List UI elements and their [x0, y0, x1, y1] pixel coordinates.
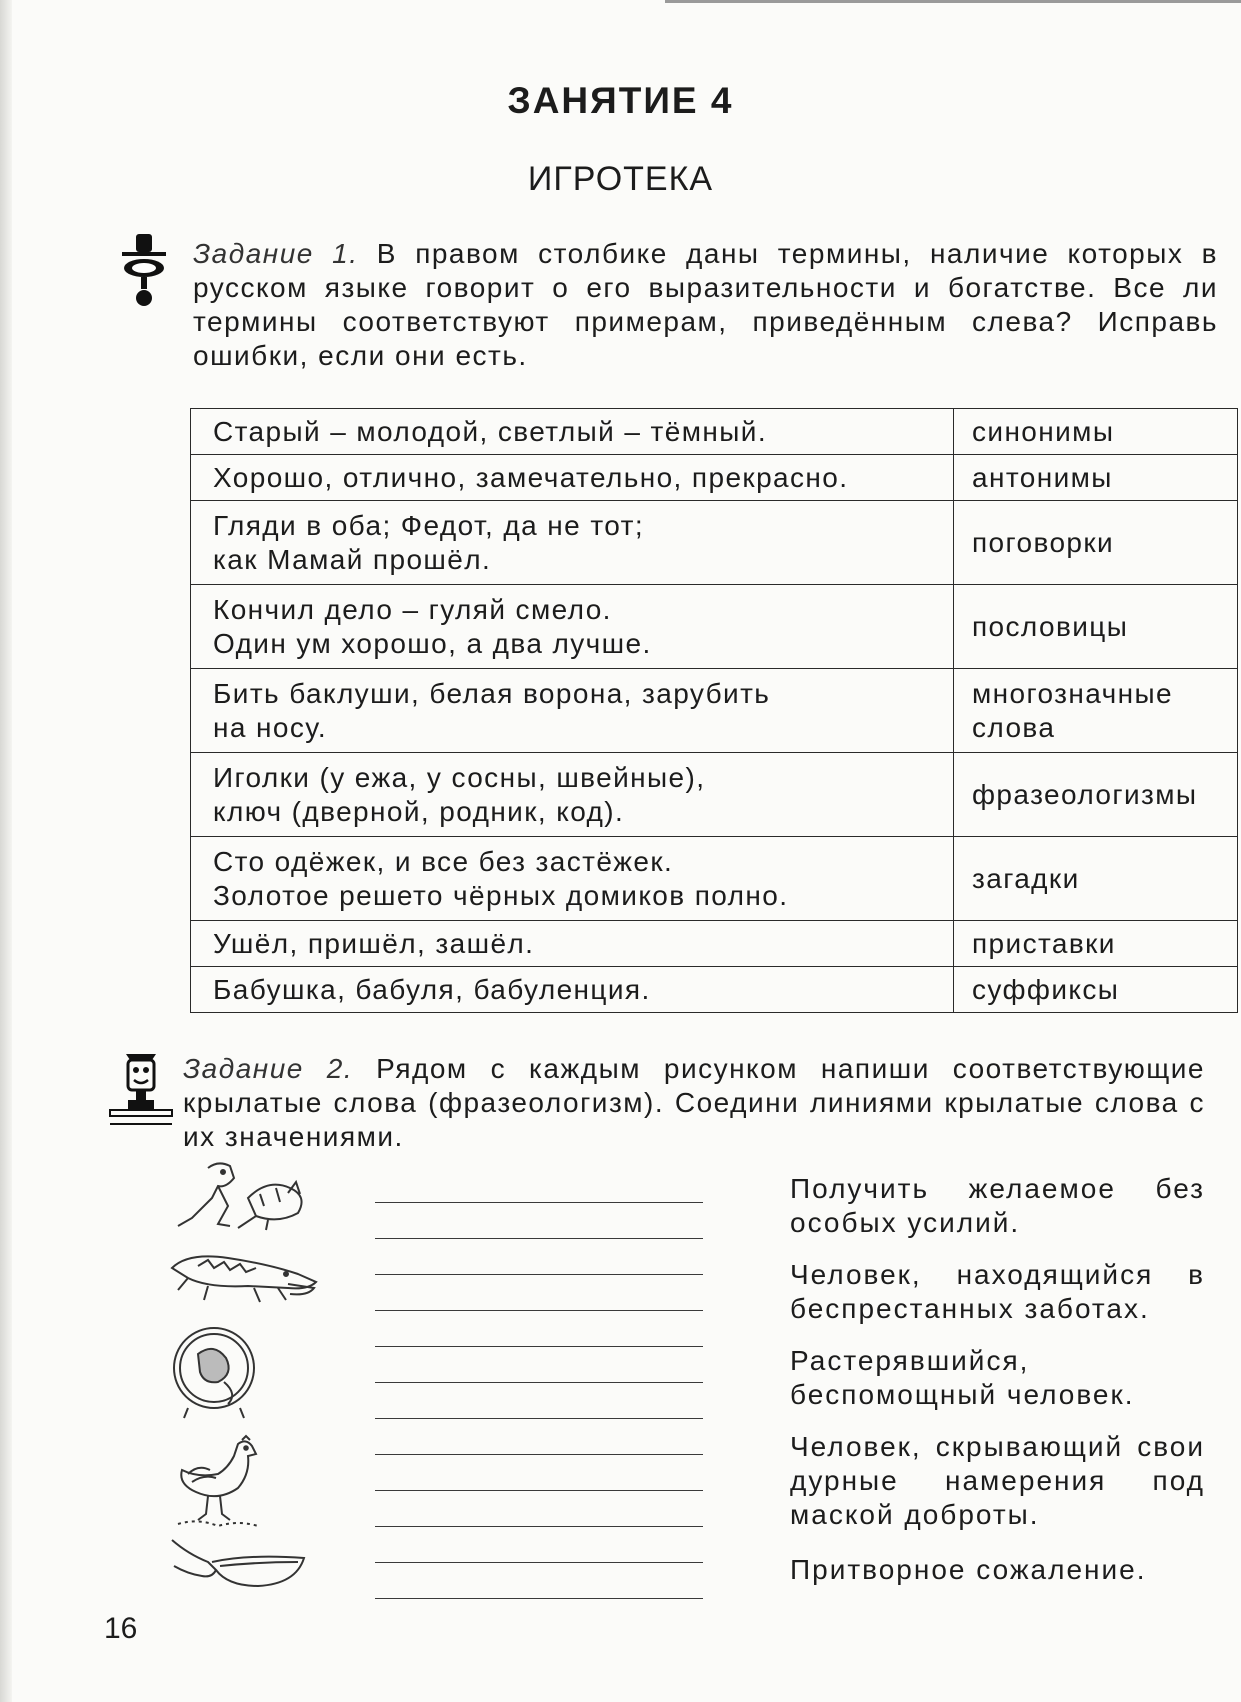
top-rule: [665, 0, 1241, 3]
task2-text: [183, 1052, 1205, 1154]
example-line: на носу.: [213, 711, 328, 743]
hand-bowl-icon: [168, 1536, 308, 1594]
example-line: ключ (дверной, родник, код).: [213, 795, 625, 827]
meaning-item: Человек, находящийся в беспрестанных заботах.: [790, 1259, 1205, 1324]
table-row: [191, 585, 1238, 669]
term-cell: пословицы: [954, 585, 1238, 669]
answer-line[interactable]: [375, 1238, 703, 1239]
term-cell: суффиксы: [954, 967, 1238, 1013]
example-cell: [191, 409, 954, 455]
task1-body: В правом столбике даны термины, наличие которых в русском языке говорит о его выразительности и богатстве. Все ли термины соответствуют примерам, приведённым слева? Исправь ошибки, если они есть.: [193, 238, 1218, 371]
task1-text: [193, 237, 1218, 373]
task1-label: Задание 1.: [193, 238, 359, 269]
meaning-item: Человек, скрывающий свои дурные намерения под маской доброты.: [790, 1431, 1205, 1530]
table-row: [191, 409, 1238, 455]
table-row: [191, 455, 1238, 501]
page-number: 16: [104, 1612, 138, 1645]
example-line: Сто одёжек, и все без застёжек.: [213, 845, 674, 877]
table-row: [191, 967, 1238, 1013]
example-cell: [191, 837, 954, 921]
example-cell: [191, 669, 954, 753]
answer-line[interactable]: [375, 1274, 703, 1275]
example-line: Бить баклуши, белая ворона, зарубить: [213, 677, 771, 709]
answer-line[interactable]: [375, 1310, 703, 1311]
table-row: [191, 837, 1238, 921]
answer-line[interactable]: [375, 1598, 703, 1599]
term-cell: загадки: [954, 837, 1238, 921]
dog-cat-icon: [168, 1158, 313, 1233]
example-cell: [191, 455, 954, 501]
example-cell: [191, 967, 954, 1013]
answer-line[interactable]: [375, 1454, 703, 1455]
answer-line[interactable]: [375, 1346, 703, 1347]
example-line: Хорошо, отлично, замечательно, прекрасно.: [213, 461, 849, 493]
term-cell: поговорки: [954, 501, 1238, 585]
term-cell: приставки: [954, 921, 1238, 967]
table-row: [191, 669, 1238, 753]
task2-body: Рядом с каждым рисунком напиши соответствующие крылатые слова (фразеологизм). Соедини линиями крылатые слова с их значениями.: [183, 1053, 1205, 1152]
lesson-title: ЗАНЯТИЕ 4: [507, 80, 734, 121]
term-cell: синонимы: [954, 409, 1238, 455]
chicken-icon: [168, 1434, 278, 1534]
example-line: Гляди в оба; Федот, да не тот;: [213, 509, 644, 541]
example-line: Иголки (у ежа, у сосны, швейные),: [213, 761, 706, 793]
page-edge-shadow: [0, 0, 12, 1702]
example-cell: [191, 753, 954, 837]
answer-line[interactable]: [375, 1418, 703, 1419]
squirrel-wheel-icon: [168, 1324, 260, 1419]
meaning-item: Получить желаемое без особых усилий.: [790, 1173, 1205, 1238]
term-cell: антонимы: [954, 455, 1238, 501]
task2-label: Задание 2.: [183, 1053, 354, 1084]
traffic-light-icon: [118, 232, 170, 310]
example-line: Один ум хорошо, а два лучше.: [213, 627, 652, 659]
terms-table: [190, 408, 1238, 1013]
section-title: ИГРОТЕКА: [527, 160, 714, 198]
example-line: Бабушка, бабуля, бабуленция.: [213, 973, 651, 1005]
answer-line[interactable]: [375, 1526, 703, 1527]
example-line: Золотое решето чёрных домиков полно.: [213, 879, 789, 911]
term-cell: многозначные слова: [954, 669, 1238, 753]
pedestal-figure-icon: [108, 1048, 174, 1134]
example-line: Кончил дело – гуляй смело.: [213, 593, 612, 625]
example-line: как Мамай прошёл.: [213, 543, 492, 575]
answer-line[interactable]: [375, 1382, 703, 1383]
table-row: [191, 753, 1238, 837]
table-row: [191, 501, 1238, 585]
example-cell: [191, 921, 954, 967]
answer-line[interactable]: [375, 1490, 703, 1491]
example-cell: [191, 501, 954, 585]
meaning-item: Притворное сожаление.: [790, 1554, 1147, 1585]
example-line: Ушёл, пришёл, зашёл.: [213, 927, 535, 959]
example-line: Старый – молодой, светлый – тёмный.: [213, 415, 767, 447]
crocodile-icon: [168, 1244, 318, 1316]
meaning-item: Растерявшийся, беспомощный человек.: [790, 1345, 1135, 1410]
example-cell: [191, 585, 954, 669]
term-cell: фразеологизмы: [954, 753, 1238, 837]
answer-line[interactable]: [375, 1562, 703, 1563]
answer-line[interactable]: [375, 1202, 703, 1203]
table-row: [191, 921, 1238, 967]
